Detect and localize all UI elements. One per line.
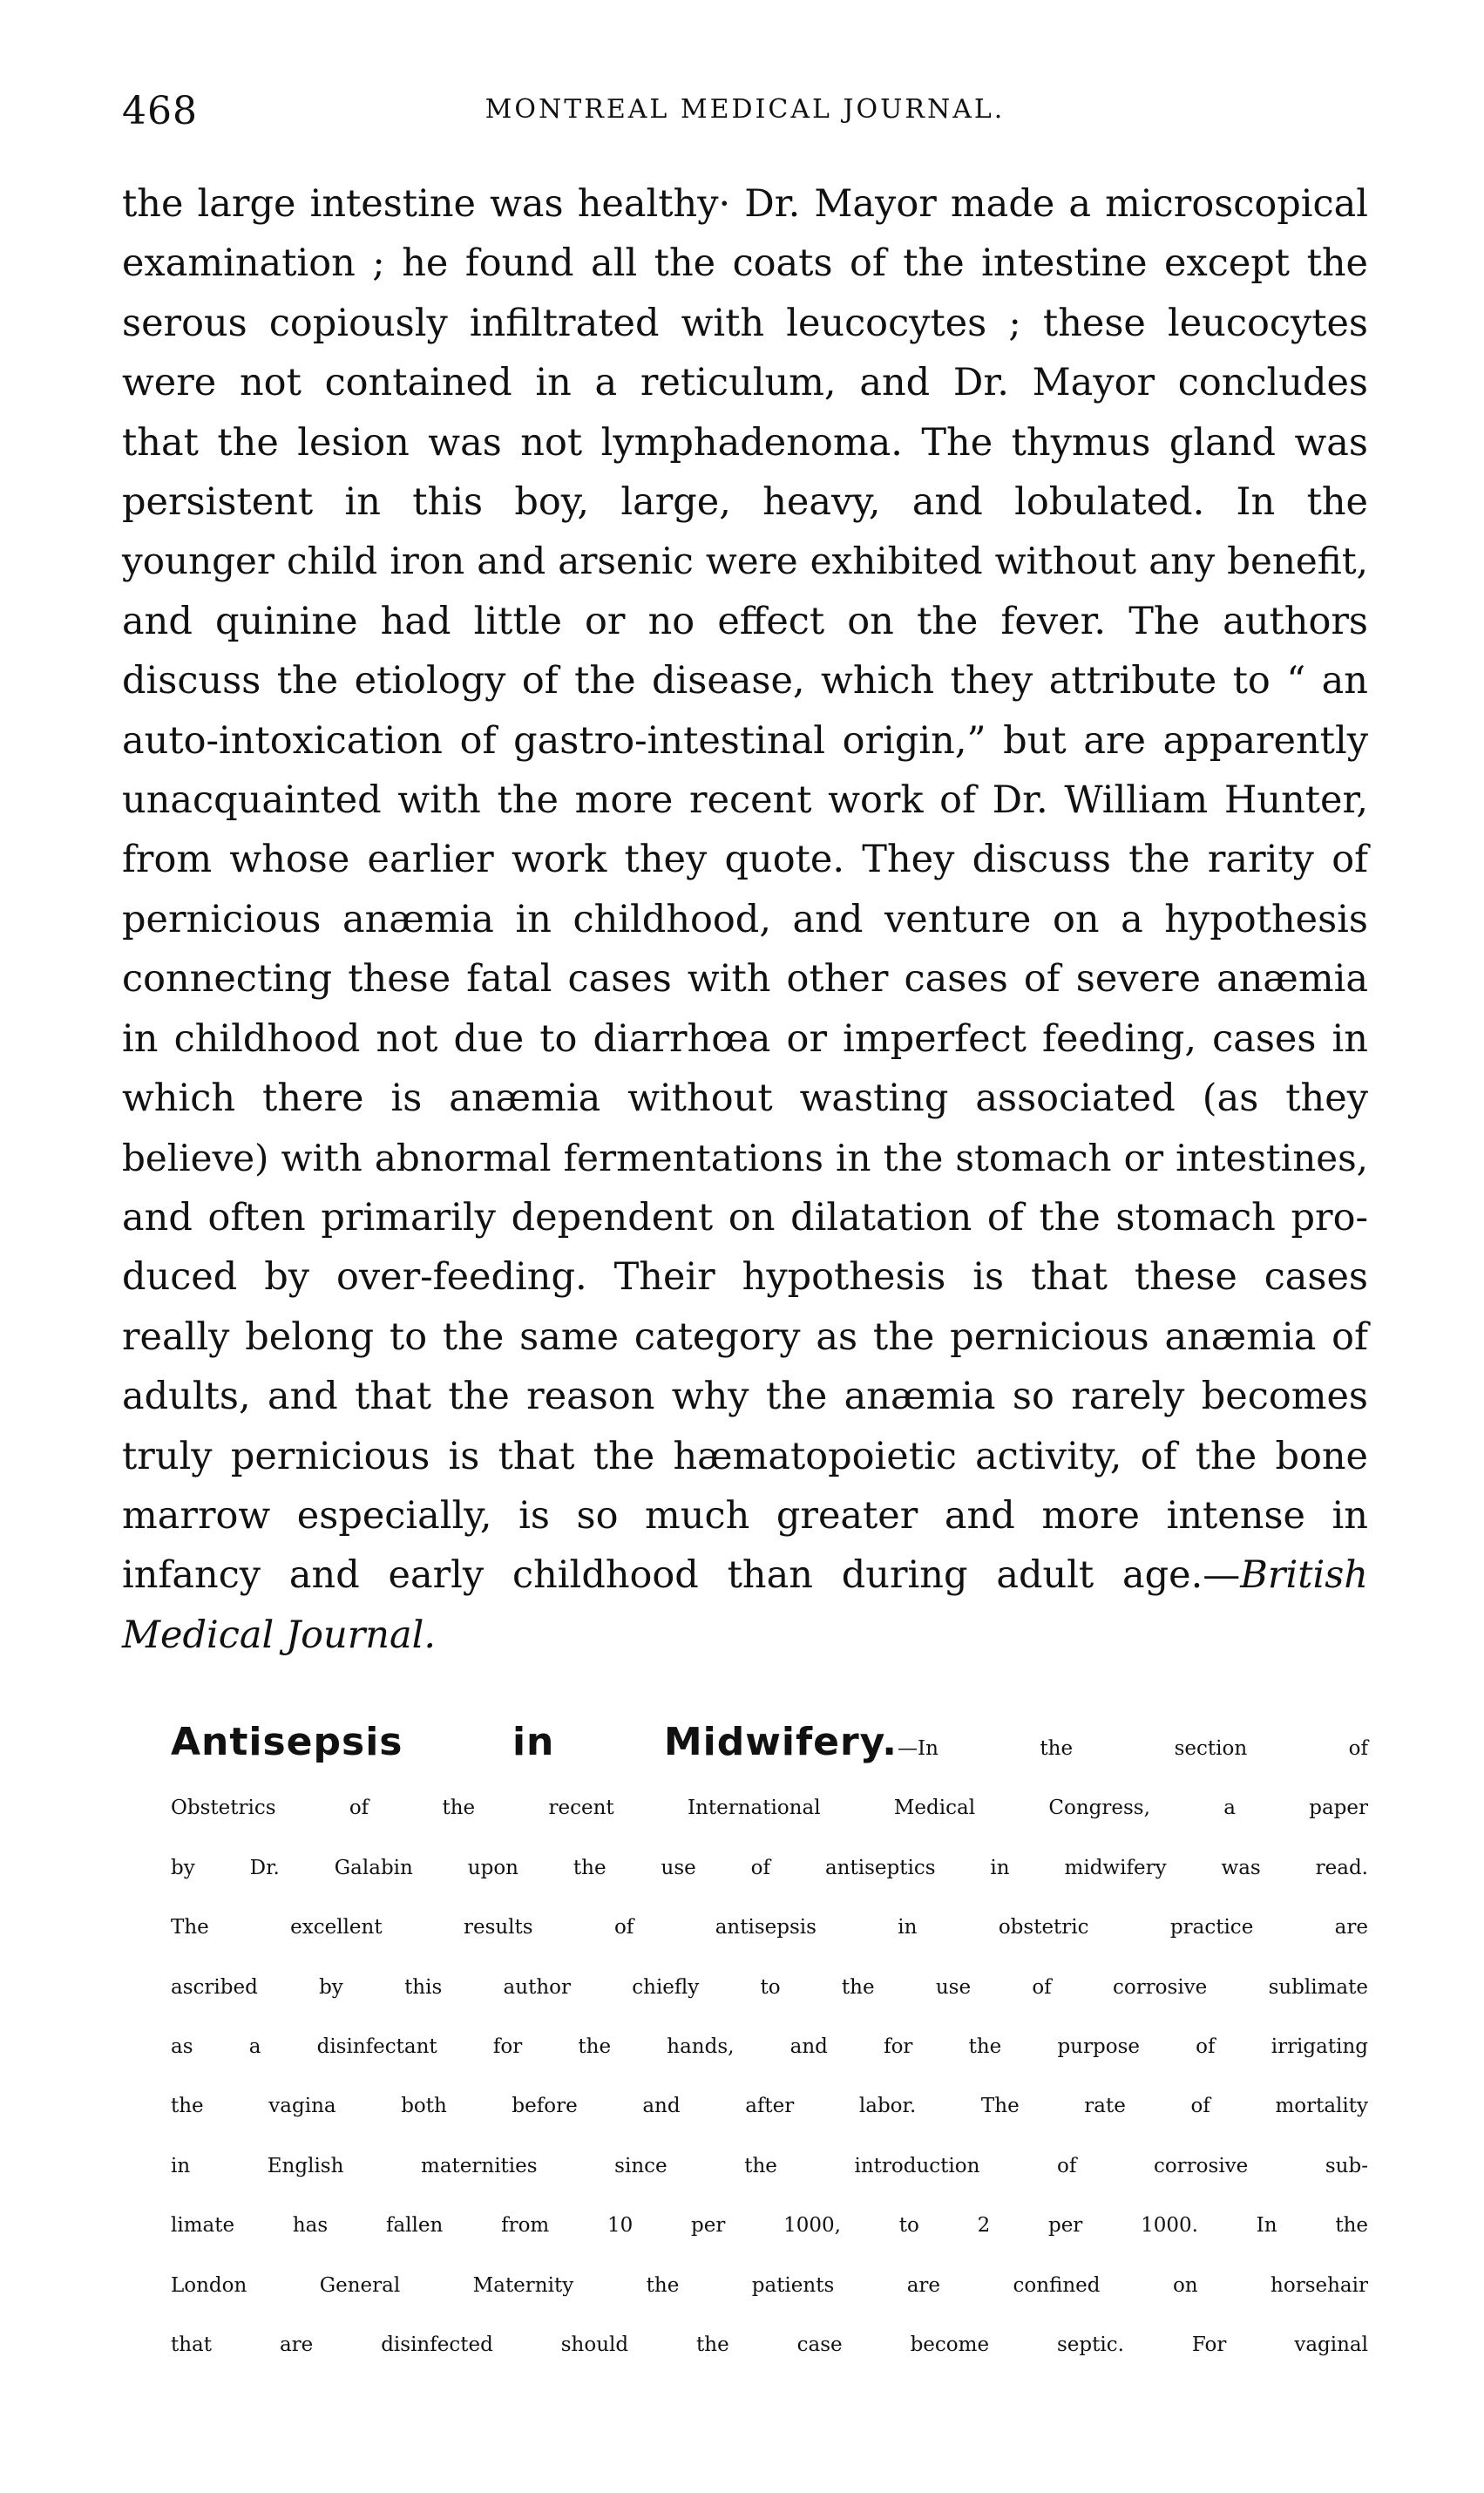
text-line: ascribed by this author chiefly to the use of corrosive sublimate <box>171 1975 1368 1999</box>
text-line: connecting these fatal cases with other cases of severe anæmia <box>122 957 1368 1002</box>
text-line: unacquainted with the more recent work of Dr. William Hunter, <box>122 778 1368 823</box>
text-line: marrow especially, is so much greater and more intense in <box>122 1493 1368 1538</box>
text-line: younger child iron and arsenic were exhibited without any benefit, <box>122 540 1368 583</box>
page-number: 468 <box>122 89 198 133</box>
text-line: were not contained in a reticulum, and Dr. Mayor concludes <box>122 361 1368 405</box>
page-header <box>122 89 1368 141</box>
text-line: in childhood not due to diarrhœa or imperfect feeding, cases in <box>122 1016 1368 1061</box>
text-line: from whose earlier work they quote. They discuss the rarity of <box>122 838 1368 882</box>
text-line: The excellent results of antisepsis in obstetric practice are <box>171 1916 1368 1939</box>
text-line: Obstetrics of the recent International Medical Congress, a paper <box>171 1797 1368 1820</box>
text-line: London General Maternity the patients are confined on horsehair <box>171 2273 1368 2297</box>
text-line: that the lesion was not lymphadenoma. The thymus gland was <box>122 420 1368 465</box>
text-line: really belong to the same category as the pernicious anæmia of <box>122 1314 1368 1359</box>
text-line: believe) with abnormal fermentations in the stomach or intestines, <box>122 1136 1368 1179</box>
text-line: serous copiously infiltrated with leucocytes ; these leucocytes <box>122 301 1368 345</box>
text-line: pernicious anæmia in childhood, and venture on a hypothesis <box>122 897 1368 941</box>
text-line: adults, and that the reason why the anæmia so rarely becomes <box>122 1375 1368 1419</box>
text-line: in English maternities since the introduction of corrosive sub- <box>171 2154 1368 2177</box>
text-line: that are disinfected should the case become septic. For vaginal <box>171 2333 1368 2357</box>
source-citation-part: British <box>1240 1553 1368 1598</box>
text-line: duced by over-feeding. Their hypothesis is that these cases <box>122 1255 1368 1300</box>
text-line: by Dr. Galabin upon the use of antiseptics in midwifery was read. <box>171 1856 1368 1879</box>
text-line: auto-intoxication of gastro-intestinal origin,” but are apparently <box>122 718 1368 763</box>
text-run: —In the section of <box>898 1737 1368 1760</box>
section-title: Antisepsis in Midwifery. <box>171 1720 898 1764</box>
text-line: the large intestine was healthy· Dr. Mayor made a microscopical <box>122 182 1368 226</box>
text-line: the vagina both before and after labor. The rate of mortality <box>171 2095 1368 2118</box>
text-line: truly pernicious is that the hæmatopoietic activity, of the bone <box>122 1434 1368 1478</box>
running-head: MONTREAL MEDICAL JOURNAL. <box>485 94 1006 125</box>
text-line: persistent in this boy, large, heavy, and lobulated. In the <box>122 480 1368 525</box>
text-line: and often primarily dependent on dilatation of the stomach pro- <box>122 1195 1368 1240</box>
text-line: which there is anæmia without wasting associated (as they <box>122 1077 1368 1121</box>
article-continued-paragraph <box>122 174 1368 1665</box>
source-citation: Medical Journal. <box>122 1613 437 1657</box>
text-line: examination ; he found all the coats of the intestine except the <box>122 241 1368 286</box>
text-line: as a disinfectant for the hands, and for the purpose of irrigating <box>171 2035 1368 2059</box>
text-line <box>122 1713 1368 1778</box>
text-line: discuss the etiology of the disease, which they attribute to “ an <box>122 659 1368 703</box>
text-line <box>122 1545 1368 1605</box>
article-antisepsis-midwifery <box>122 1713 1368 2374</box>
text-line: limate has fallen from 10 per 1000, to 2 per 1000. In the <box>171 2214 1368 2238</box>
text-line: and quinine had little or no effect on the fever. The authors <box>122 599 1368 643</box>
text-run: infancy and early childhood than during adult age.— <box>122 1553 1241 1598</box>
